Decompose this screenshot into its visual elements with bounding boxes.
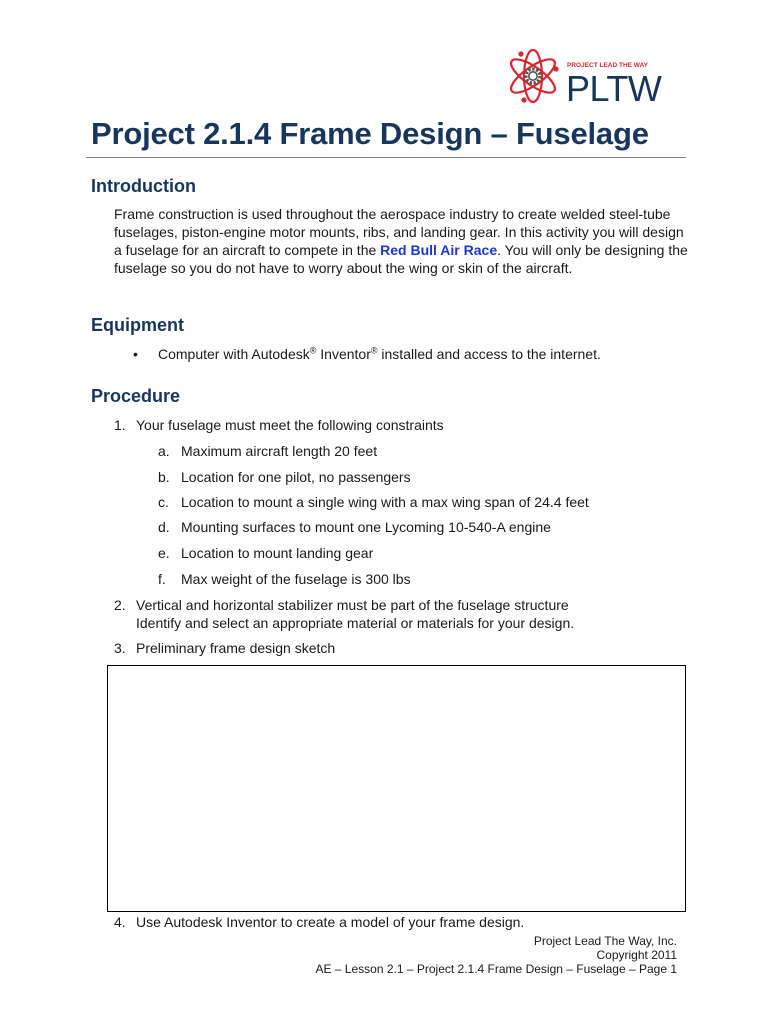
footer-organization: Project Lead The Way, Inc. — [533, 934, 677, 948]
title-divider — [86, 157, 686, 158]
logo-tagline: PROJECT LEAD THE WAY — [567, 62, 649, 69]
gear-icon — [526, 69, 540, 83]
introduction-heading: Introduction — [91, 176, 196, 196]
registered-mark: ® — [370, 345, 378, 356]
page-title: Project 2.1.4 Frame Design – Fuselage — [91, 116, 649, 151]
introduction-text-before: Frame construction is used throughout the aerospace industry to create welded steel-tube fuselages, piston-engine motor mounts, ribs, and landing gear. In this activity you will design a fuselage for an aircraft to compete in the — [114, 206, 684, 258]
step-text: Your fuselage must meet the following constraints — [136, 417, 444, 433]
red-bull-air-race-link[interactable]: Red Bull Air Race — [380, 242, 498, 258]
logo-wordmark: PLTW — [566, 68, 662, 108]
pltw-logo — [506, 44, 682, 108]
introduction-paragraph — [114, 205, 689, 277]
equipment-heading: Equipment — [91, 315, 184, 335]
atom-icon — [507, 50, 560, 102]
step-number: 1. — [114, 417, 126, 433]
introduction-text-after: . You will only be designing the fuselage so you do not have to worry about the wing or skin of the aircraft. — [114, 242, 688, 276]
equipment-item-text: Computer with Autodesk® Inventor® installed and access to the internet. — [158, 345, 601, 362]
footer-copyright: Copyright 2011 — [596, 948, 677, 962]
footer-page-info: AE – Lesson 2.1 – Project 2.1.4 Frame Design – Fuselage – Page 1 — [315, 962, 677, 976]
sketch-area[interactable] — [107, 665, 686, 912]
procedure-heading: Procedure — [91, 386, 181, 406]
bullet-icon: • — [133, 346, 138, 362]
registered-mark: ® — [309, 345, 317, 356]
